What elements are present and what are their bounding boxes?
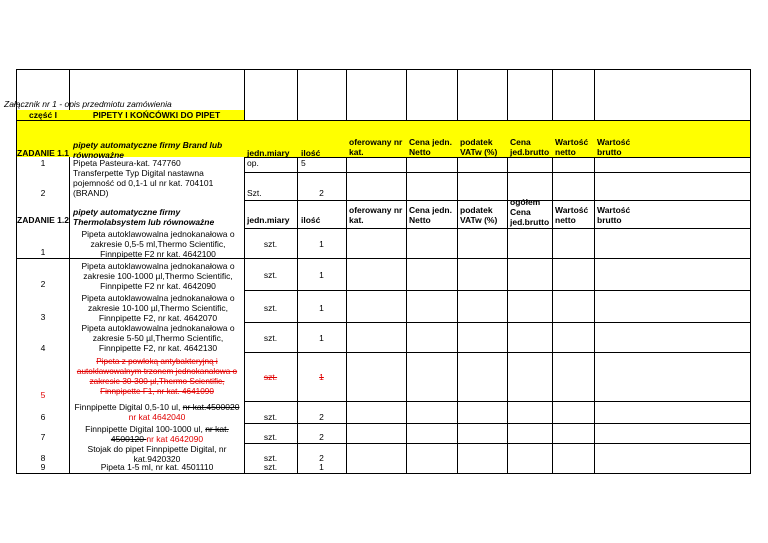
section1-gross-value-header: Wartość brutto [597, 137, 631, 157]
row-unit: szt. [263, 432, 278, 442]
row-number: 1 [40, 158, 46, 168]
row-description: Pipeta autoklawowalna jednokanałowa o zakresie 100-1000 µl,Thermo Scientific, Finnpipette F2 nr kat. 4642090 [81, 261, 235, 291]
section1-net-value-header: Wartość netto [555, 137, 589, 157]
row-qty: 1 [319, 462, 324, 472]
row-unit: szt. [263, 270, 278, 280]
caption: Załącznik nr 1 - opis przedmiotu zamówienia [4, 99, 172, 109]
row-unit: szt. [263, 372, 278, 382]
row-unit: szt. [263, 453, 278, 463]
row-description: Pipeta autoklawowalna jednokanałowa o zakresie 0,5-5 ml,Thermo Scientific, Finnpipette F2 nr kat. 4642100 [81, 229, 235, 259]
row-qty: 2 [319, 188, 324, 198]
row-number: 2 [40, 188, 46, 198]
section1-offered-header: oferowany nr kat. [349, 137, 403, 157]
section2-offered-header: oferowany nr kat. [349, 205, 403, 225]
section2-gross-header: ogółem Cena jed.brutto [510, 197, 550, 227]
section1-qty-header: ilość [301, 148, 321, 158]
section1-gross-header: Cena jed.brutto [510, 137, 550, 157]
section1-task: ZADANIE 1.1 [17, 148, 69, 158]
section1-vat-header: podatek VATw (%) [460, 137, 498, 157]
part-label: część I [29, 110, 57, 120]
row-description: Pipeta autoklawowalna jednokanałowa o zakresie 10-100 µl,Thermo Scientific, Finnpipette F2, nr kat. 4642070 [81, 293, 235, 323]
row-number: 8 [40, 453, 46, 463]
row-number: 9 [40, 462, 46, 472]
section2-gross-value-header: Wartość brutto [597, 205, 631, 225]
row-number: 2 [40, 279, 46, 289]
row-description: Pipeta autoklawowalna jednokanałowa o zakresie 5-50 µl,Thermo Scientific, Finnpipette F2, nr kat. 4642130 [81, 323, 235, 353]
row-number: 3 [40, 312, 46, 322]
grid-line [244, 172, 751, 173]
row-description: Stojak do pipet Finnpipette Digital, nr kat.9420320 [87, 444, 227, 464]
row-qty: 2 [319, 412, 324, 422]
part-header [17, 110, 244, 120]
grid-line [244, 200, 751, 201]
row-number: 1 [40, 247, 46, 257]
row-qty: 2 [319, 432, 324, 442]
row-qty: 1 [319, 303, 324, 313]
section2-title: pipety automatyczne firmy Thermolabsystem lub równoważne [73, 207, 215, 227]
row-unit: szt. [263, 412, 278, 422]
grid-line [750, 69, 751, 474]
row-number: 7 [40, 432, 46, 442]
row-qty: 1 [319, 270, 324, 280]
section2-qty-header: ilość [301, 215, 321, 225]
row-unit: szt. [263, 303, 278, 313]
grid-line [244, 423, 751, 424]
row-description: Finnpipette Digital 100-1000 ul, nr kat. 4500120 nr kat 4642090 [85, 424, 229, 444]
section2-task: ZADANIE 1.2 [17, 215, 69, 225]
row-qty: 1 [319, 239, 324, 249]
section2-unit-header: jedn.miary [247, 215, 290, 225]
section1-price-header: Cena jedn. Netto [409, 137, 452, 157]
row-number: 4 [40, 343, 46, 353]
grid-line [244, 352, 751, 353]
section2-net-value-header: Wartość netto [555, 205, 589, 225]
grid-line [244, 290, 751, 291]
row-unit: szt. [263, 239, 278, 249]
procurement-table [4, 69, 751, 474]
section2-vat-header: podatek VATw (%) [460, 205, 498, 225]
row-qty: 1 [319, 372, 324, 382]
grid-line [244, 322, 751, 323]
row-number: 6 [40, 412, 46, 422]
row-qty: 2 [319, 453, 324, 463]
row-description: Finnpipette Digital 0,5-10 ul, nr kat.4500020 nr kat 4642040 [74, 402, 240, 422]
part-title: PIPETY I KOŃCÓWKI DO PIPET [92, 110, 221, 120]
row-description: Transferpette Typ Digital nastawna pojemność od 0,1-1 ul nr kat. 704101 (BRAND) [73, 168, 214, 198]
grid-line [16, 69, 751, 70]
row-description: Pipeta z powłoką antybakteryjną i autoklawowalnym trzonem jednokanałowa o zakresie 30-300 µl,Thermo Scientific, Finnpipette F1, nr kat. 4641090 [76, 357, 238, 396]
grid-line [16, 473, 751, 474]
row-unit: Szt. [247, 188, 262, 198]
row-unit: szt. [263, 462, 278, 472]
section1-unit-header: jedn.miary [247, 148, 290, 158]
grid-line [244, 228, 751, 229]
row-qty: 1 [319, 333, 324, 343]
row-description: Pipeta Pasteura-kat. 747760 [73, 158, 181, 168]
grid-line [244, 443, 751, 444]
row-description: Pipeta 1-5 ml, nr kat. 4501110 [100, 462, 214, 472]
grid-line [244, 401, 751, 402]
section2-price-header: Cena jedn. Netto [409, 205, 452, 225]
section1-title: pipety automatyczne firmy Brand lub równoważne [73, 140, 223, 160]
row-unit: szt. [263, 333, 278, 343]
row-unit: op. [247, 158, 259, 168]
row-number: 5 [40, 390, 46, 400]
row-qty: 5 [301, 158, 306, 168]
